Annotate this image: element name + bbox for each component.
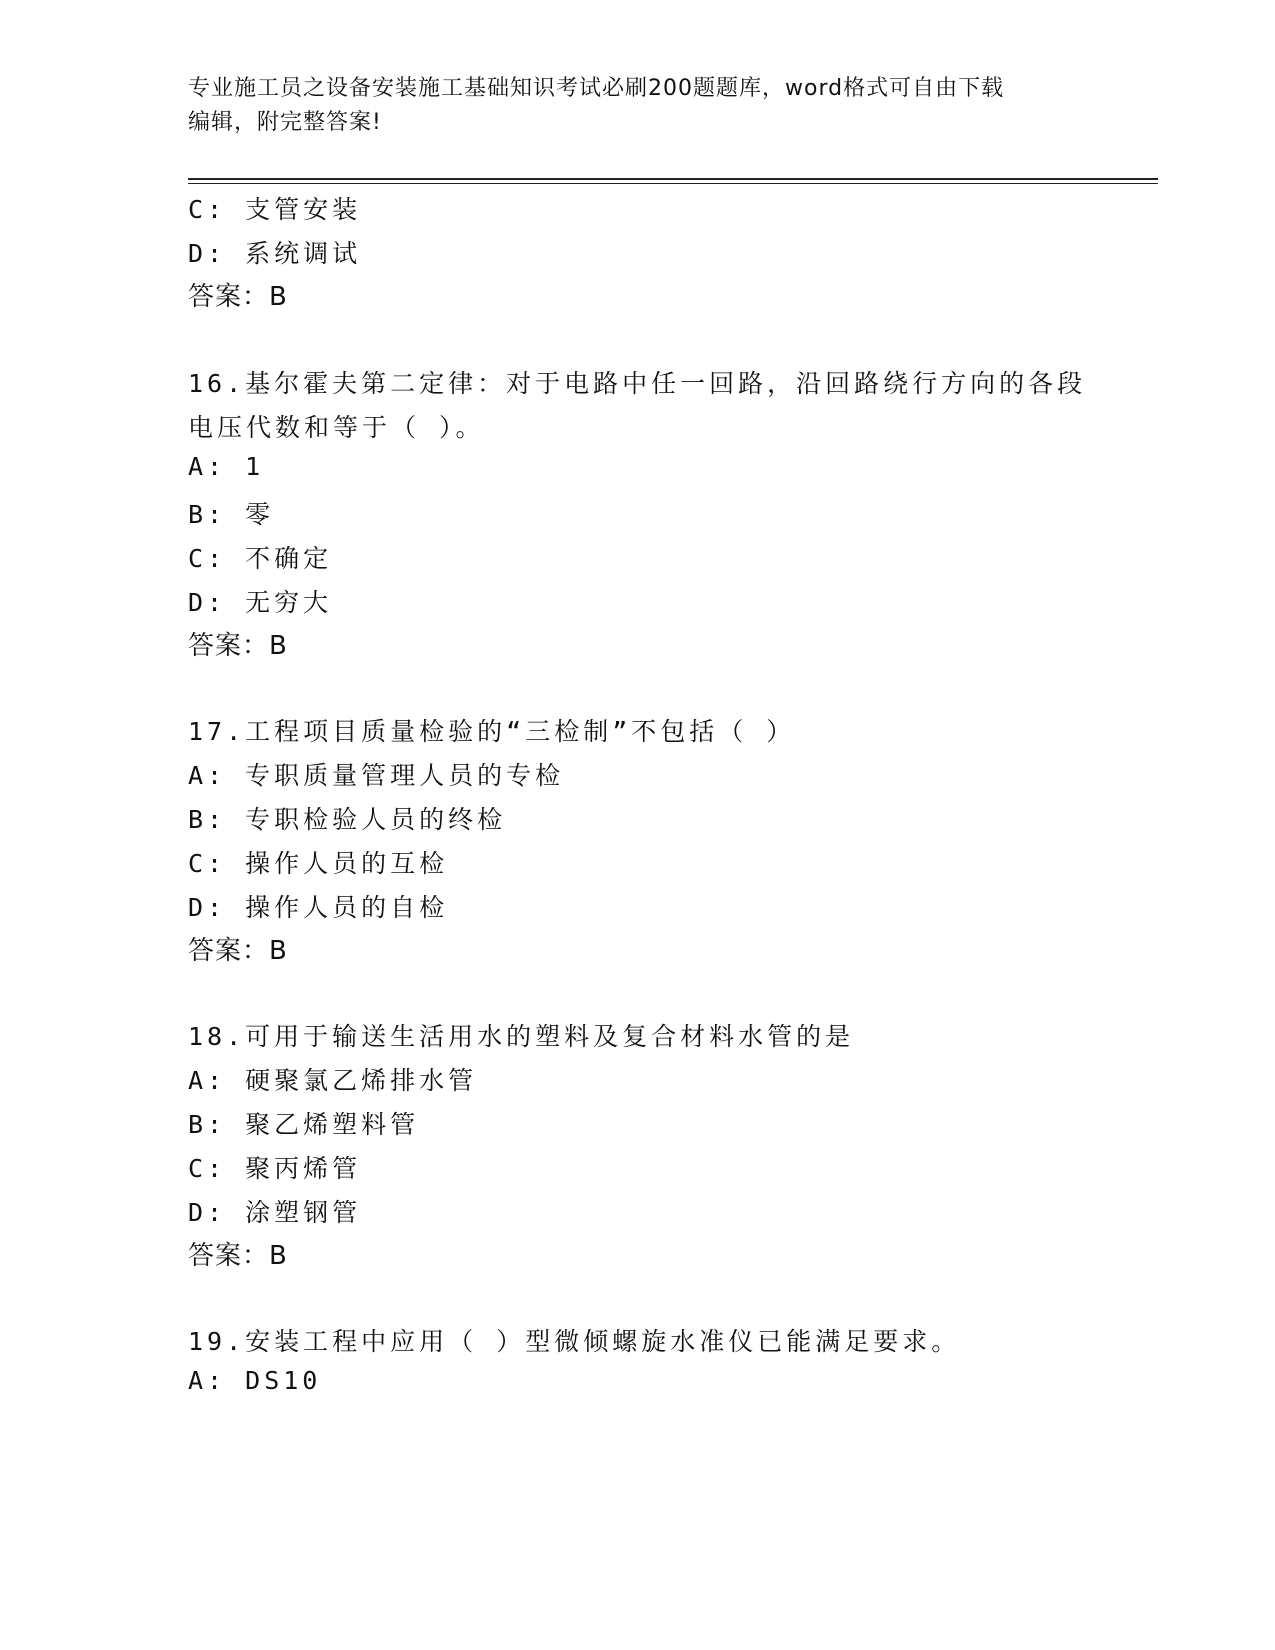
header-line-2: 编辑，附完整答案! [188, 110, 382, 135]
option-line: C: 不确定 [188, 544, 333, 573]
option-line: C: 操作人员的互检 [188, 849, 449, 878]
option-line: D: 无穷大 [188, 588, 333, 617]
option-line: D: 系统调试 [188, 239, 362, 268]
header-divider-thick [188, 178, 1158, 180]
answer-line: 答案：B [188, 631, 288, 661]
answer-line: 答案：B [188, 936, 288, 966]
answer-line: 答案：B [188, 282, 288, 312]
header-line-1: 专业施工员之设备安装施工基础知识考试必刷200题题库，word格式可自由下载 [188, 76, 1005, 101]
option-line: A: 专职质量管理人员的专检 [188, 761, 565, 790]
option-line: C: 支管安装 [188, 195, 362, 224]
option-line: B: 专职检验人员的终检 [188, 805, 507, 834]
option-line: C: 聚丙烯管 [188, 1154, 362, 1183]
question-line: 18.可用于输送生活用水的塑料及复合材料水管的是 [188, 1022, 855, 1051]
question-line: 19.安装工程中应用（ ）型微倾螺旋水准仪已能满足要求。 [188, 1327, 961, 1356]
header-divider-thin [188, 183, 1158, 184]
question-line: 16.基尔霍夫第二定律：对于电路中任一回路，沿回路绕行方向的各段 [188, 369, 1087, 398]
question-line: 电压代数和等于（ ）。 [188, 413, 485, 442]
option-line: A: DS10 [188, 1366, 322, 1395]
option-line: A: 1 [188, 452, 265, 481]
option-line: A: 硬聚氯乙烯排水管 [188, 1066, 478, 1095]
option-line: B: 零 [188, 500, 275, 529]
option-line: B: 聚乙烯塑料管 [188, 1110, 420, 1139]
option-line: D: 涂塑钢管 [188, 1198, 362, 1227]
answer-line: 答案：B [188, 1241, 288, 1271]
option-line: D: 操作人员的自检 [188, 893, 449, 922]
document-header [188, 72, 1088, 140]
question-line: 17.工程项目质量检验的“三检制”不包括（ ） [188, 717, 796, 746]
